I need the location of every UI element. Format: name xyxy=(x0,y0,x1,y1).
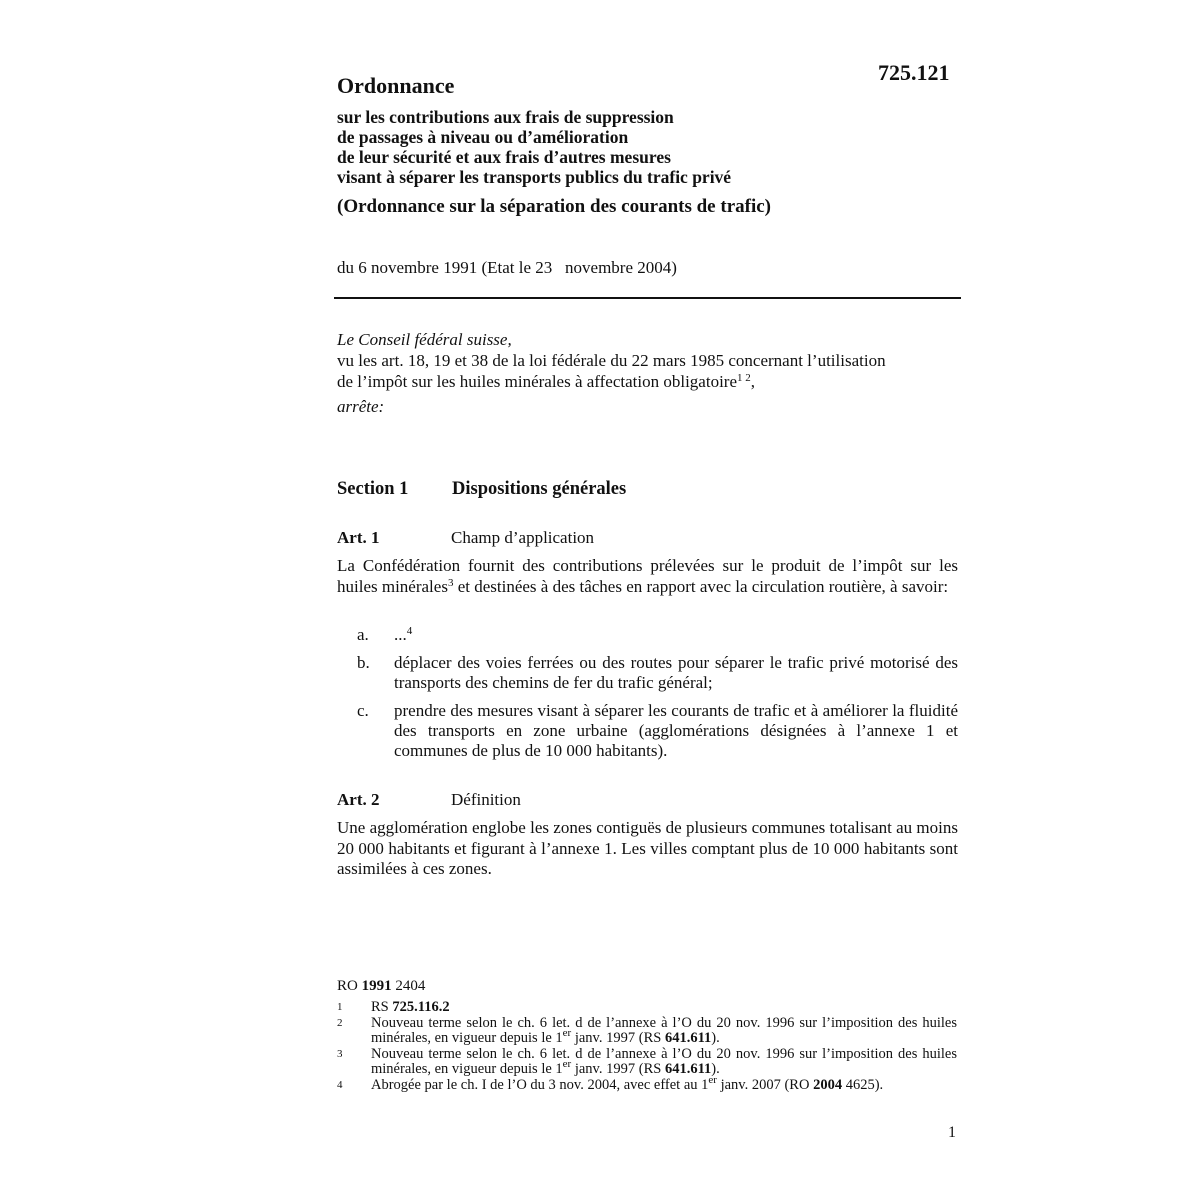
section-title: Dispositions générales xyxy=(452,479,627,499)
footnote-text-part: RS xyxy=(371,999,393,1015)
preamble-line-text: de l’impôt sur les huiles minérales à affectation obligatoire xyxy=(337,372,738,391)
document-title: Ordonnance xyxy=(337,73,455,98)
footnote-sup: er xyxy=(562,1027,572,1039)
footnote-bold: 641.611 xyxy=(664,1061,712,1077)
list-item-letter: a. xyxy=(357,625,369,644)
ro-prefix: RO xyxy=(337,978,358,994)
list-item-body: ... xyxy=(394,625,407,644)
subtitle-line: de leur sécurité et aux frais d’autres mesures xyxy=(337,147,671,167)
preamble-line xyxy=(337,371,967,392)
article-2-heading xyxy=(337,790,521,810)
footnote-bold: 641.611 xyxy=(664,1030,712,1046)
preamble-line: vu les art. 18, 19 et 38 de la loi fédérale du 22 mars 1985 concernant l’utilisation xyxy=(337,351,886,370)
footnote-sup: er xyxy=(562,1058,572,1070)
list-item-text: prendre des mesures visant à séparer les courants de trafic et à améliorer la fluidité des transports en zone urbaine (agglomérations désignées à l’annexe 1 et communes de plus de 10 000 habitants). xyxy=(394,701,958,760)
footnote xyxy=(337,1016,957,1047)
footnote-number: 1 xyxy=(337,1001,343,1013)
header-divider xyxy=(334,297,961,299)
article-text: et destinées à des tâches en rapport avec la circulation routière, à savoir: xyxy=(453,576,949,596)
preamble-line-end: , xyxy=(750,372,756,391)
footnote-text-part: Nouveau terme selon le ch. 6 let. d de l’annexe à l’O du 20 nov. 1996 sur l’imposition des huiles minérales, en vigueur depuis le 1 xyxy=(371,1014,957,1046)
footnote xyxy=(337,1000,957,1016)
preamble xyxy=(337,329,967,417)
preamble-decree: arrête: xyxy=(337,397,385,416)
list-item-letter: c. xyxy=(357,701,369,720)
list-item-text xyxy=(394,625,958,645)
footnote-ref[interactable]: 1 2 xyxy=(737,372,751,384)
footnote-text-part: Abrogée par le ch. I de l’O du 3 nov. 2004, avec effet au 1 xyxy=(371,1076,709,1093)
section-label: Section 1 xyxy=(337,479,409,499)
footnote xyxy=(337,1073,957,1094)
footnote-text-part: Nouveau terme selon le ch. 6 let. d de l’annexe à l’O du 20 nov. 1996 sur l’imposition des huiles minérales, en vigueur depuis le 1 xyxy=(371,1045,957,1077)
footnote-sup: er xyxy=(708,1073,717,1086)
list-item-text: déplacer des voies ferrées ou des routes pour séparer le trafic privé motorisé des transports des chemins de fer du trafic général; xyxy=(394,653,958,692)
footnotes xyxy=(337,1000,957,1093)
footnote-bold: 2004 xyxy=(813,1076,843,1093)
footnote-text xyxy=(371,1047,957,1078)
list-item-letter: b. xyxy=(357,653,370,672)
article-title: Définition xyxy=(451,790,521,809)
sr-number: 725.121 xyxy=(878,60,950,85)
footnote-number: 2 xyxy=(337,1016,343,1029)
preamble-authority: Le Conseil fédéral suisse, xyxy=(337,330,512,349)
footnote-number: 4 xyxy=(337,1078,343,1091)
article-2-text: Une agglomération englobe les zones contiguës de plusieurs communes totalisant au moins 20 000 habitants et figurant à l’annexe 1. Les villes comptant plus de 10 000 habitants sont assimilées à ces zones. xyxy=(337,818,958,878)
footnote-ref[interactable]: 4 xyxy=(406,625,413,637)
subtitle-line: sur les contributions aux frais de suppression xyxy=(337,107,674,127)
footnote-number: 3 xyxy=(337,1047,343,1060)
footnote-text xyxy=(371,1016,957,1047)
footnote-text-part: 4625). xyxy=(842,1076,884,1093)
footnote-ref[interactable]: 3 xyxy=(447,576,454,589)
footnote-text-part: janv. 1997 (RS xyxy=(571,1061,665,1077)
article-title: Champ d’application xyxy=(451,528,595,547)
article-text: La Confédération fournit des contributions prélevées sur le produit de l’impôt sur les huiles minérales xyxy=(337,556,958,596)
footnote-bold: 725.116.2 xyxy=(392,999,450,1015)
short-title: (Ordonnance sur la séparation des courants de trafic) xyxy=(337,196,771,217)
article-1-heading xyxy=(337,528,594,548)
footnote-text-part: ). xyxy=(711,1030,720,1046)
ro-reference xyxy=(337,978,425,995)
date-line: du 6 novembre 1991 (Etat le 23 novembre 2004) xyxy=(337,258,677,277)
article-number: Art. 1 xyxy=(337,528,380,547)
article-number: Art. 2 xyxy=(337,790,380,809)
footnote-text xyxy=(371,1000,957,1016)
list-item xyxy=(357,625,958,645)
document-subtitle xyxy=(337,107,957,187)
page-number: 1 xyxy=(948,1124,956,1141)
subtitle-line: visant à séparer les transports publics du trafic privé xyxy=(337,167,732,187)
footnote-text-part: ). xyxy=(711,1061,720,1077)
ro-year: 1991 xyxy=(361,978,392,994)
footnote-text xyxy=(371,1073,957,1094)
list-item xyxy=(357,653,958,693)
ro-page: 2404 xyxy=(395,978,426,994)
list-item xyxy=(357,701,958,761)
footnote xyxy=(337,1047,957,1078)
subtitle-line: de passages à niveau ou d’amélioration xyxy=(337,127,629,147)
article-1-text xyxy=(337,556,958,597)
article-1-list xyxy=(357,625,958,769)
footnote-text-part: janv. 2007 (RO xyxy=(716,1076,814,1093)
section-heading xyxy=(337,479,626,500)
footnote-text-part: janv. 1997 (RS xyxy=(571,1030,665,1046)
